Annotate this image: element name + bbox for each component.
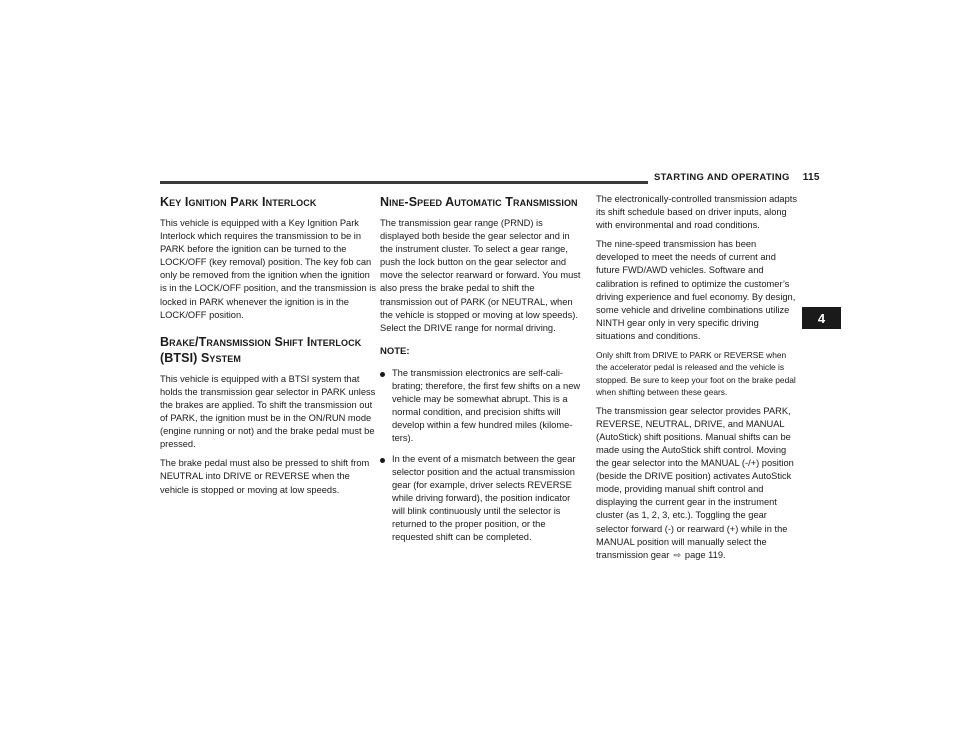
section-title: STARTING AND OPERATING — [654, 172, 790, 183]
list-item: The transmission electronics are self-cali-brating; therefore, the first few shifts on a new vehicle may be somewhat abrupt. This is a normal condition, and precision shifts will develop within a few hundred miles (kilome-ters). — [380, 367, 583, 446]
paragraph: The electronically-controlled transmission adapts its shift schedule based on driver inputs, along with environmental and road conditions. — [596, 194, 798, 231]
paragraph-text: The transmission gear selector provides PARK, REVERSE, NEUTRAL, DRIVE, and MANUAL (AutoStick) shift positions. Manual shifts can be made using the AutoStick shift control. Moving the gear selector into the MANUAL (-/+) position (beside the DRIVE position) activates AutoStick mode, providing manual shift control and displaying the current gear in the instrument cluster (as 1, 2, 3, etc.). Toggling the gear selector forward (-) or rearward (+) while in the MANUAL position will manually select the transmission gear — [596, 405, 794, 560]
paragraph: The brake pedal must also be pressed to shift from NEUTRAL into DRIVE or REVERSE when the vehicle is stopped or moving at low speeds. — [160, 458, 370, 495]
column-1 — [160, 194, 376, 503]
chapter-tab: 4 — [802, 307, 841, 329]
note-label: NOTE: — [380, 345, 410, 357]
paragraph: This vehicle is equipped with a BTSI system that holds the transmission gear selector in PARK unless the brakes are applied. To shift the transmission out of PARK, the ignition must be in the ON/RUN mode (engine running or not) and the brake pedal must be pressed. — [160, 373, 376, 450]
paragraph-caution: Only shift from DRIVE to PARK or REVERSE when the accelerator pedal is released and the vehicle is stopped. Be sure to keep your foot on the brake pedal when shifting between these gears. — [596, 350, 796, 398]
paragraph-with-reference — [596, 405, 800, 562]
column-3 — [596, 193, 800, 568]
paragraph: The transmission gear range (PRND) is displayed both beside the gear selector and in the instrument cluster. To select a gear range, push the lock button on the gear selector and move the selector rearward or forward. You must also press the brake pedal to shift the transmission out of PARK (or NEUTRAL, when the vehicle is stopped or moving at low speeds). Select the DRIVE range for normal driving. — [380, 218, 581, 333]
page-reference-arrow-icon: ⇨ — [673, 549, 681, 560]
page-reference-link[interactable]: page 119. — [684, 549, 726, 560]
paragraph: The nine-speed transmission has been developed to meet the needs of current and future FWD/AWD vehicles. Software and calibration is refined to optimize the customer’s driving experience and fuel economy. By design, some vehicle and driveline combinations utilize NINTH gear only in very specific driving situations and conditions. — [596, 239, 796, 341]
list-item: In the event of a mismatch between the gear selector position and the actual transmission gear (for example, driver selects REVERSE while driving forward), the position indicator will blink continuously until the selector is returned to the proper position, or the requested shift can be completed. — [380, 453, 583, 545]
paragraph: This vehicle is equipped with a Key Ignition Park Interlock which requires the transmission to be in PARK before the ignition can be turned to the LOCK/OFF (key removal) position. The key fob can only be removed from the ignition when the ignition is in the LOCK/OFF position, and the transmission is locked in PARK whenever the ignition is in the LOCK/OFF position. — [160, 218, 376, 320]
column-2 — [380, 194, 583, 551]
heading-btsi-system: Brake/Transmission Shift Interlock (BTSI) System — [160, 334, 362, 365]
heading-key-ignition-park-interlock: Key Ignition Park Interlock — [160, 195, 317, 209]
running-header — [654, 172, 820, 183]
header-rule — [160, 181, 648, 184]
page-number: 115 — [802, 172, 820, 183]
note-list — [380, 367, 583, 544]
heading-nine-speed-transmission: Nine-Speed Automatic Transmission — [380, 195, 578, 209]
